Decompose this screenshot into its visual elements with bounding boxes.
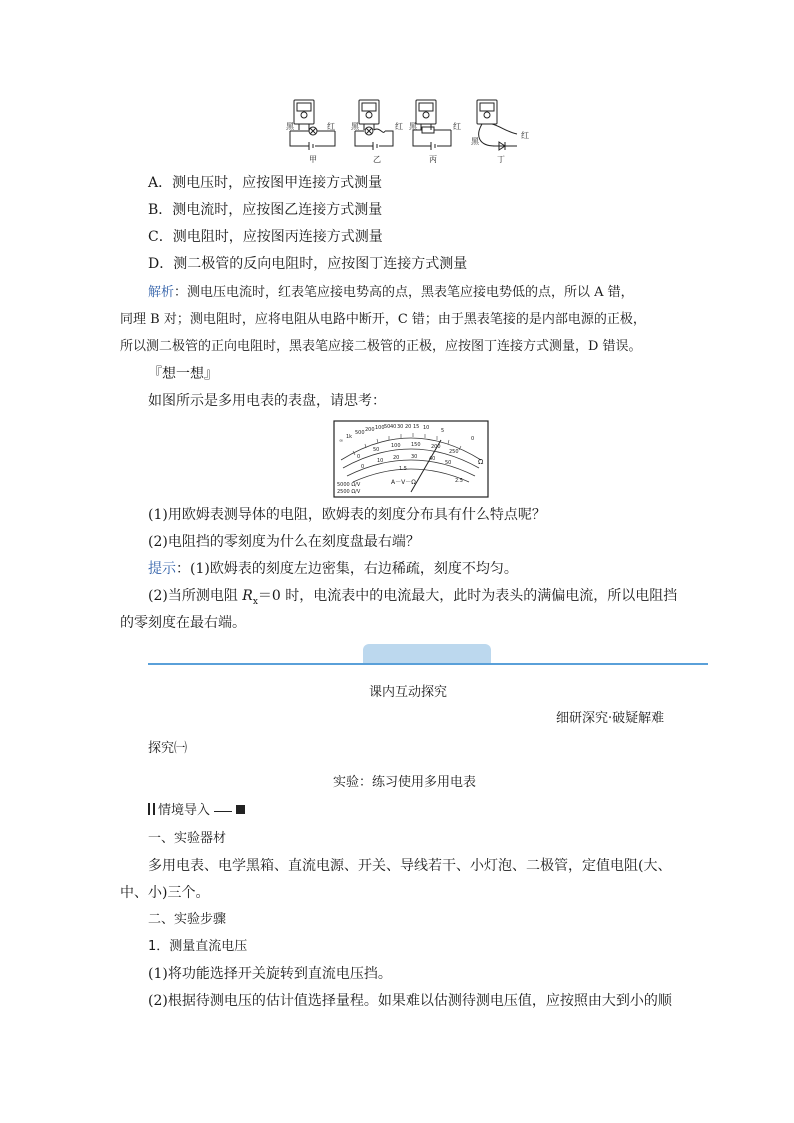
situation-bar-icon — [148, 803, 150, 815]
dial-top-15: 15 — [413, 424, 420, 430]
hint-2-pre: (2)当所测电阻 — [148, 588, 243, 604]
section-subtitle: 细研深究·破疑解难 — [556, 711, 665, 726]
dial-mid-50: 50 — [373, 447, 380, 453]
option-c: C．测电阻时，应按图丙连接方式测量 — [148, 229, 383, 245]
fig-black-yi: 黑 — [351, 122, 359, 131]
fig-red-bing: 红 — [453, 122, 461, 131]
situation-bar-icon-2 — [153, 803, 155, 815]
think-intro: 如图所示是多用电表的表盘，请思考： — [148, 393, 386, 409]
section-title: 课内互动探究 — [369, 685, 448, 700]
hint-line-3: 的零刻度在最右端。 — [120, 615, 246, 631]
dial-top-200: 200 — [365, 427, 375, 433]
step-1-a: (1)将功能选择开关旋转到直流电压挡。 — [148, 966, 392, 982]
think-title: 『想一想』 — [148, 366, 218, 382]
dial-top-30: 30 — [397, 424, 404, 430]
dial-top-20: 20 — [405, 424, 412, 430]
situation-underline — [214, 811, 232, 812]
dial-mid-100: 100 — [391, 443, 401, 449]
explore-heading — [148, 740, 187, 758]
question-1: (1)用欧姆表测导体的电阻，欧姆表的刻度分布具有什么特点呢？ — [148, 507, 546, 523]
dial-mid-0: 0 — [357, 454, 361, 460]
fig-black-jia: 黑 — [286, 122, 294, 131]
experiment-title: 实验：练习使用多用电表 — [333, 775, 477, 790]
section-tab — [363, 644, 491, 665]
dial-low-30: 30 — [411, 454, 418, 460]
hint-line-1 — [148, 560, 518, 578]
equipment-line-2: 中、小)三个。 — [120, 885, 210, 901]
fig-label-jia: 甲 — [309, 155, 317, 164]
dial-spec-2: 2500 Ω/V — [337, 489, 361, 495]
analysis-line-3: 所以测二极管的正向电阻时，黑表笔应接二极管的正极，应按图丁连接方式测量，D 错误。 — [120, 339, 642, 354]
fig-red-jia: 红 — [327, 122, 335, 131]
hint-label: 提示 — [148, 561, 176, 577]
dial-top-5: 5 — [441, 428, 445, 434]
dial-top-500: 500 — [355, 430, 365, 436]
analysis-line-1 — [148, 284, 634, 302]
hint-2-var: R — [242, 588, 253, 604]
dial-omega: Ω — [478, 458, 484, 466]
fig-label-yi: 乙 — [373, 155, 381, 164]
dial-top-100: 100 — [375, 425, 385, 431]
hint-2-sub: x — [252, 596, 258, 607]
dial-top-1k: 1k — [346, 434, 353, 440]
fig-label-ding: 丁 — [497, 155, 505, 164]
fig-red-yi: 红 — [395, 122, 403, 131]
dial-low-20: 20 — [393, 455, 400, 461]
hint-2-post: ＝0 时，电流表中的电流最大，此时为表头的满偏电流，所以电阻挡 — [257, 588, 678, 604]
situation-square-icon — [236, 805, 245, 814]
analysis-label: 解析 — [148, 285, 175, 300]
dial-low-10: 10 — [377, 458, 384, 464]
dial-mid-150: 150 — [411, 442, 421, 448]
section-divider — [148, 663, 708, 665]
dial-mid-250: 250 — [449, 449, 459, 455]
hint-line-2 — [148, 587, 677, 611]
multimeter-dial-figure — [333, 420, 489, 498]
option-b: B．测电流时，应按图乙连接方式测量 — [148, 202, 383, 218]
question-2: (2)电阻挡的零刻度为什么在刻度盘最右端？ — [148, 534, 420, 550]
situation-label: 情境导入 — [158, 803, 211, 818]
situation-heading — [148, 802, 245, 820]
dial-mid-200: 200 — [431, 444, 441, 450]
explore-number: ㈠ — [174, 741, 188, 756]
equipment-line-1: 多用电表、电学黑箱、直流电源、开关、导线若干、小灯泡、二极管，定值电阻(大、 — [148, 858, 672, 874]
fig-label-bing: 丙 — [429, 155, 437, 164]
dial-top-40: 40 — [390, 424, 397, 430]
dial-low-0: 0 — [361, 464, 365, 470]
dial-top-0: 0 — [471, 436, 475, 442]
step-1-b: (2)根据待测电压的估计值选择量程。如果难以估测待测电压值，应按照由大到小的顺 — [148, 993, 672, 1009]
dial-low-50: 50 — [445, 460, 452, 466]
analysis-text-1: ：测电压电流时，红表笔应接电势高的点，黑表笔应接电势低的点，所以 A 错， — [174, 285, 634, 300]
dial-av-label: A－V－Ω — [391, 479, 416, 486]
multimeter-connection-figure — [285, 96, 535, 164]
dial-small-1-5: 1.5 — [399, 466, 407, 472]
fig-red-ding: 红 — [521, 131, 529, 140]
equipment-title: 一、实验器材 — [148, 831, 227, 846]
option-a: A．测电压时，应按图甲连接方式测量 — [148, 175, 383, 191]
explore-label: 探究 — [148, 741, 175, 756]
step-1-title: 1．测量直流电压 — [148, 939, 248, 954]
dial-top-inf: ∞ — [339, 438, 344, 444]
fig-black-bing: 黑 — [409, 122, 417, 131]
option-d: D．测二极管的反向电阻时，应按图丁连接方式测量 — [148, 256, 468, 272]
dial-spec-1: 5000 Ω/V — [337, 482, 361, 488]
dial-top-50: 50 — [384, 424, 391, 430]
steps-title: 二、实验步骤 — [148, 912, 227, 927]
hint-text-1: ：(1)欧姆表的刻度左边密集，右边稀疏，刻度不均匀。 — [176, 561, 518, 577]
dial-top-10: 10 — [423, 425, 430, 431]
dial-low-40: 40 — [429, 456, 436, 462]
analysis-line-2: 同理 B 对；测电阻时，应将电阻从电路中断开，C 错；由于黑表笔接的是内部电源的正极， — [120, 312, 646, 327]
fig-black-ding: 黑 — [471, 137, 479, 146]
dial-acv: 2.5 — [455, 478, 463, 484]
